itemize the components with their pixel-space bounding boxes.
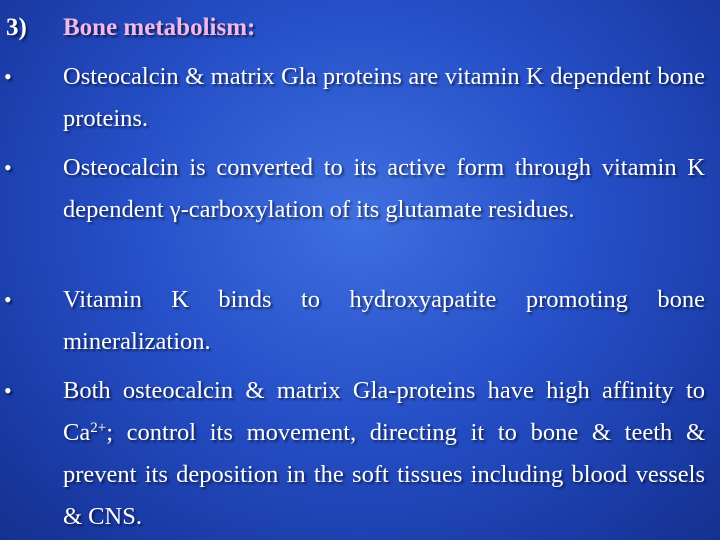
superscript-charge: 2+ xyxy=(90,420,107,436)
bullet-icon: • xyxy=(4,378,12,403)
heading-number: 3) xyxy=(6,14,27,41)
bullet-text: Osteocalcin & matrix Gla proteins are vitamin K dependent bone proteins. xyxy=(63,63,705,132)
bullet-text xyxy=(63,370,705,538)
bullet-text: Vitamin K binds to hydroxyapatite promoting bone mineralization. xyxy=(63,286,705,355)
bullet-icon: • xyxy=(4,287,12,312)
bullet-text-part: Both osteocalcin & matrix Gla-proteins have high affinity to Ca xyxy=(63,377,705,446)
bullet-icon: • xyxy=(4,155,12,180)
bullet-icon: • xyxy=(4,64,12,89)
heading-title: Bone metabolism: xyxy=(63,14,256,41)
slide-heading xyxy=(6,10,706,46)
bullet-text: Osteocalcin is converted to its active form through vitamin K dependent γ-carboxylation of its glutamate residues. xyxy=(63,154,705,223)
bullet-text-part: ; control its movement, directing it to bone & teeth & prevent its deposition in the soft tissues including blood vessels & CNS. xyxy=(63,419,705,530)
